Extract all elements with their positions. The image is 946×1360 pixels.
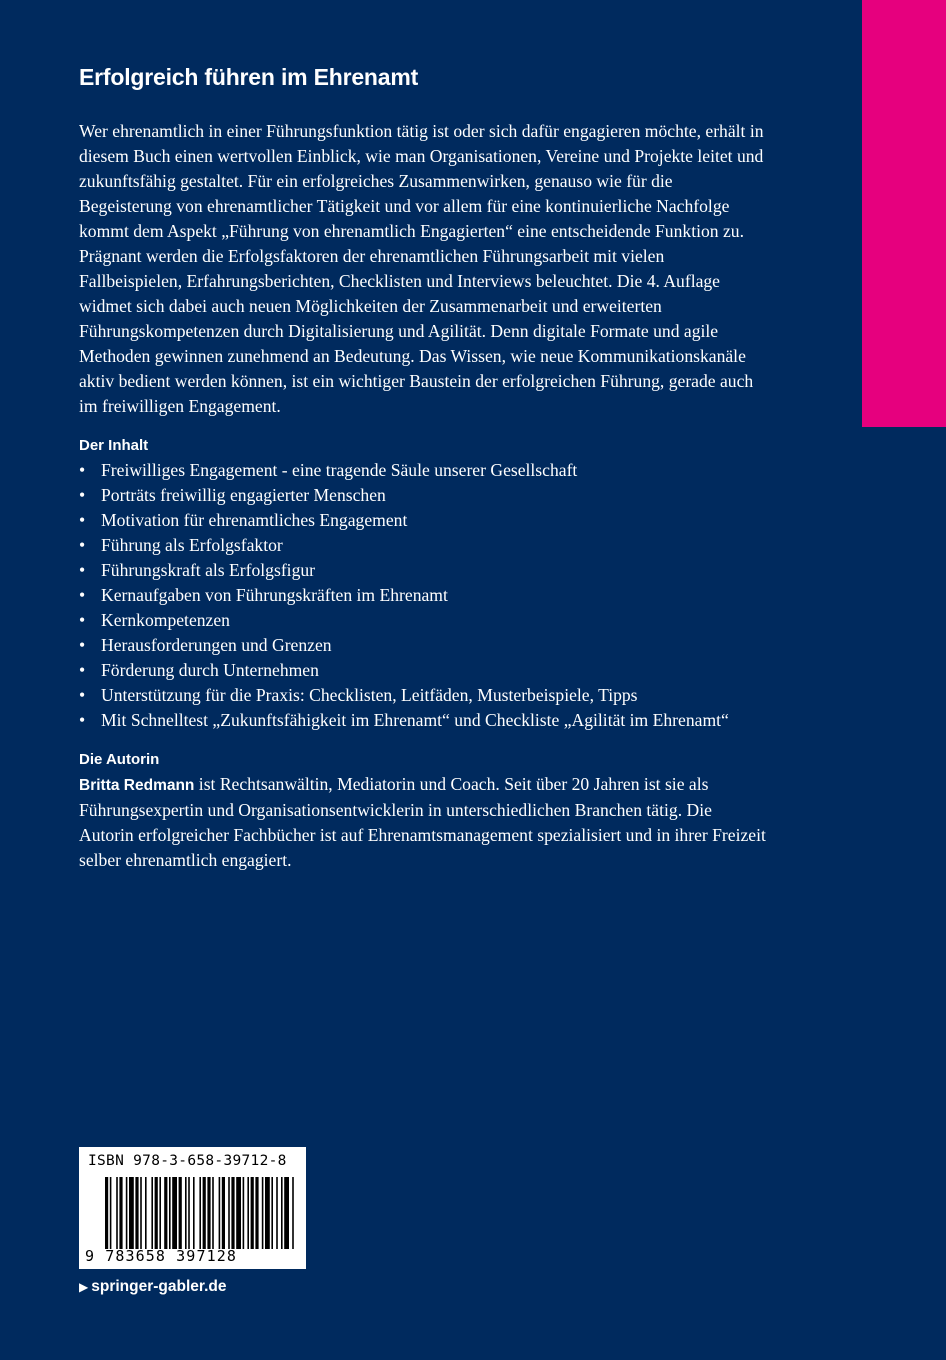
list-item: • Freiwilliges Engagement - eine tragende Säule unserer Gesellschaft <box>79 458 769 483</box>
contents-list <box>79 458 769 733</box>
arrow-icon: ▶ <box>79 1280 89 1294</box>
list-item: • Führung als Erfolgsfaktor <box>79 533 769 558</box>
isbn-barcode <box>79 1147 306 1269</box>
accent-bar <box>862 0 946 427</box>
author-name: Britta Redmann <box>79 777 195 794</box>
bullet: • <box>79 585 86 605</box>
bullet: • <box>79 510 86 530</box>
list-item: • Förderung durch Unternehmen <box>79 658 769 683</box>
list-item: • Kernkompetenzen <box>79 608 769 633</box>
list-item: • Führungskraft als Erfolgsfigur <box>79 558 769 583</box>
list-item: • Porträts freiwillig engagierter Menschen <box>79 483 769 508</box>
contents-heading: Der Inhalt <box>79 437 149 454</box>
list-item: • Kernaufgaben von Führungskräften im Ehrenamt <box>79 583 769 608</box>
back-cover-text <box>79 64 769 873</box>
bullet: • <box>79 460 86 480</box>
author-bio <box>79 772 769 873</box>
bullet: • <box>79 535 86 555</box>
bullet: • <box>79 610 86 630</box>
bullet: • <box>79 560 86 580</box>
list-item: • Unterstützung für die Praxis: Checklisten, Leitfäden, Musterbeispiele, Tipps <box>79 683 769 708</box>
bullet: • <box>79 635 86 655</box>
website-url: springer-gabler.de <box>91 1278 227 1295</box>
barcode-digits: 9 783658 397128 <box>85 1247 237 1265</box>
book-title: Erfolgreich führen im Ehrenamt <box>79 64 419 90</box>
isbn-label: ISBN 978-3-658-39712-8 <box>88 1153 287 1169</box>
author-heading: Die Autorin <box>79 751 160 768</box>
bullet: • <box>79 710 86 730</box>
barcode-bars <box>105 1177 295 1249</box>
author-bio-text: ist Rechtsanwältin, Mediatorin und Coach. Seit über 20 Jahren ist sie als Führungsexpertin und Organisationsentwicklerin in unterschiedlichen Branchen tätig. Die Autorin erfolgreicher Fachbücher ist auf Ehrenamtsmanagement spezialisiert und in ihrer Freizeit selber ehrenamtlich engagiert. <box>79 774 766 870</box>
list-item: • Motivation für ehrenamtliches Engagement <box>79 508 769 533</box>
website-link[interactable] <box>79 1278 226 1296</box>
bullet: • <box>79 660 86 680</box>
bullet: • <box>79 485 86 505</box>
list-item: • Herausforderungen und Grenzen <box>79 633 769 658</box>
bullet: • <box>79 685 86 705</box>
description: Wer ehrenamtlich in einer Führungsfunktion tätig ist oder sich dafür engagieren möchte, erhält in diesem Buch einen wertvollen Einblick, wie man Organisationen, Vereine und Projekte leitet und zukunftsfähig gestaltet. Für ein erfolgreiches Zusammenwirken, genauso wie für die Begeisterung von ehrenamtlicher Tätigkeit und vor allem für eine kontinuierliche Nachfolge kommt dem Aspekt „Führung von ehrenamtlich Engagierten“ eine entscheidende Funktion zu. Prägnant werden die Erfolgsfaktoren der ehrenamtlichen Führungsarbeit mit vielen Fallbeispielen, Erfahrungsberichten, Checklisten und Interviews beleuchtet. Die 4. Auflage widmet sich dabei auch neuen Möglichkeiten der Zusammenarbeit und erweiterten Führungskompetenzen durch Digitalisierung und Agilität. Denn digitale Formate und agile Methoden gewinnen zunehmend an Bedeutung. Das Wissen, wie neue Kommunikationskanäle aktiv bedient werden können, ist ein wichtiger Baustein der erfolgreichen Führung, gerade auch im freiwilligen Engagement. <box>79 121 764 416</box>
list-item: • Mit Schnelltest „Zukunftsfähigkeit im Ehrenamt“ und Checkliste „Agilität im Ehrenamt“ <box>79 708 769 733</box>
